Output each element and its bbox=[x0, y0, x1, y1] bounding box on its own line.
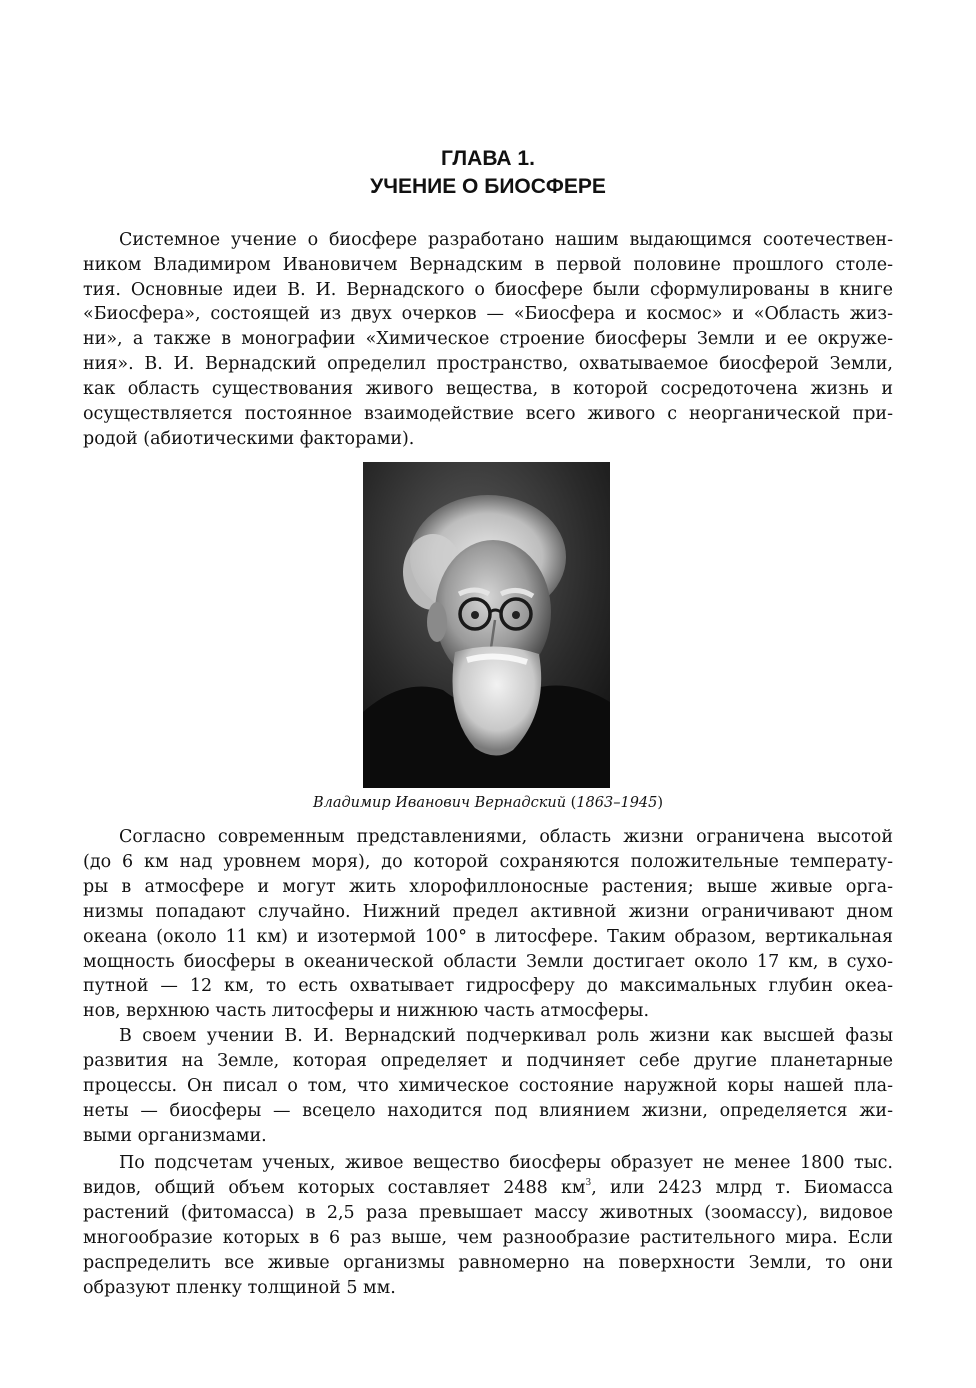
text-line: «Биосфера», состоящей из двух очерков — «Биосфера и космос» и «Область жиз- bbox=[83, 304, 893, 324]
text-line: океана (около 11 км) и изотермой 100° в литосфере. Таким образом, вертикальная bbox=[83, 927, 893, 947]
text-line: нов, верхнюю часть литосферы и нижнюю часть атмосферы. bbox=[83, 1001, 650, 1021]
text-line: Согласно современным представлениями, область жизни ограничена высотой bbox=[119, 827, 893, 847]
text-line: ником Владимиром Ивановичем Вернадским в первой половине прошлого столе- bbox=[83, 255, 893, 275]
text-line: ры в атмосфере и могут жить хлорофиллоносные растения; выше живые орга- bbox=[83, 877, 893, 897]
text-segment: видов, общий объем которых составляет 2488 км bbox=[83, 1178, 586, 1198]
text-line: низмы попадают случайно. Нижний предел активной жизни ограничивают дном bbox=[83, 902, 893, 922]
text-line: (до 6 км над уровнем моря), до которой сохраняются положительные температу- bbox=[83, 852, 893, 872]
text-line-volume bbox=[83, 1175, 893, 1201]
text-line: распределить все живые организмы равномерно на поверхности Земли, то они bbox=[83, 1253, 893, 1273]
text-line: мощность биосферы в океанической области Земли достигает около 17 км, в сухо- bbox=[83, 952, 893, 972]
caption-paren-close: ) bbox=[657, 795, 664, 811]
text-line: развития на Земле, которая определяет и подчиняет себе другие планетарные bbox=[83, 1051, 893, 1071]
portrait-image bbox=[363, 462, 610, 788]
portrait-photo bbox=[363, 462, 610, 788]
text-line: ния». В. И. Вернадский определил пространство, охватываемое биосферой Земли, bbox=[83, 354, 893, 374]
text-line: растений (фитомасса) в 2,5 раза превышает массу животных (зоомассу), видовое bbox=[83, 1203, 893, 1223]
text-segment: , или 2423 млрд т. Биомасса bbox=[591, 1178, 894, 1198]
text-line: По подсчетам ученых, живое вещество биосферы образует не менее 1800 тыс. bbox=[119, 1153, 893, 1173]
text-line: процессы. Он писал о том, что химическое состояние наружной коры нашей пла- bbox=[83, 1076, 893, 1096]
text-line: Системное учение о биосфере разработано нашим выдающимся соотечествен- bbox=[119, 230, 893, 250]
text-line: как область существования живого вещества, в которой сосредоточена жизнь и bbox=[83, 379, 893, 399]
text-line: ни», а также в монографии «Химическое строение биосферы Земли и ее окруже- bbox=[83, 329, 893, 349]
superscript-cube: 3 bbox=[585, 1178, 592, 1188]
text-line: путной — 12 км, то есть охватывает гидросферу до максимальных глубин океа- bbox=[83, 976, 893, 996]
figure-caption bbox=[0, 792, 976, 814]
text-line: В своем учении В. И. Вернадский подчеркивал роль жизни как высшей фазы bbox=[119, 1026, 893, 1046]
text-line: образуют пленку толщиной 5 мм. bbox=[83, 1278, 396, 1298]
caption-years: 1863–1945 bbox=[576, 795, 658, 811]
caption-name: Владимир Иванович Вернадский bbox=[312, 795, 567, 811]
text-line: осуществляется постоянное взаимодействие всего живого с неорганической при- bbox=[83, 404, 893, 424]
caption-paren-open: ( bbox=[566, 795, 577, 811]
chapter-number: ГЛАВА 1. bbox=[441, 147, 535, 170]
text-line: неты — биосферы — всецело находится под влиянием жизни, определяется жи- bbox=[83, 1101, 893, 1121]
text-line: выми организмами. bbox=[83, 1126, 267, 1146]
text-line: многообразие которых в 6 раз выше, чем разнообразие растительного мира. Если bbox=[83, 1228, 893, 1248]
text-line: родой (абиотическими факторами). bbox=[83, 429, 415, 449]
chapter-title: УЧЕНИЕ О БИОСФЕРЕ bbox=[370, 175, 606, 198]
text-line: тия. Основные идеи В. И. Вернадского о биосфере были сформулированы в книге bbox=[83, 280, 893, 300]
